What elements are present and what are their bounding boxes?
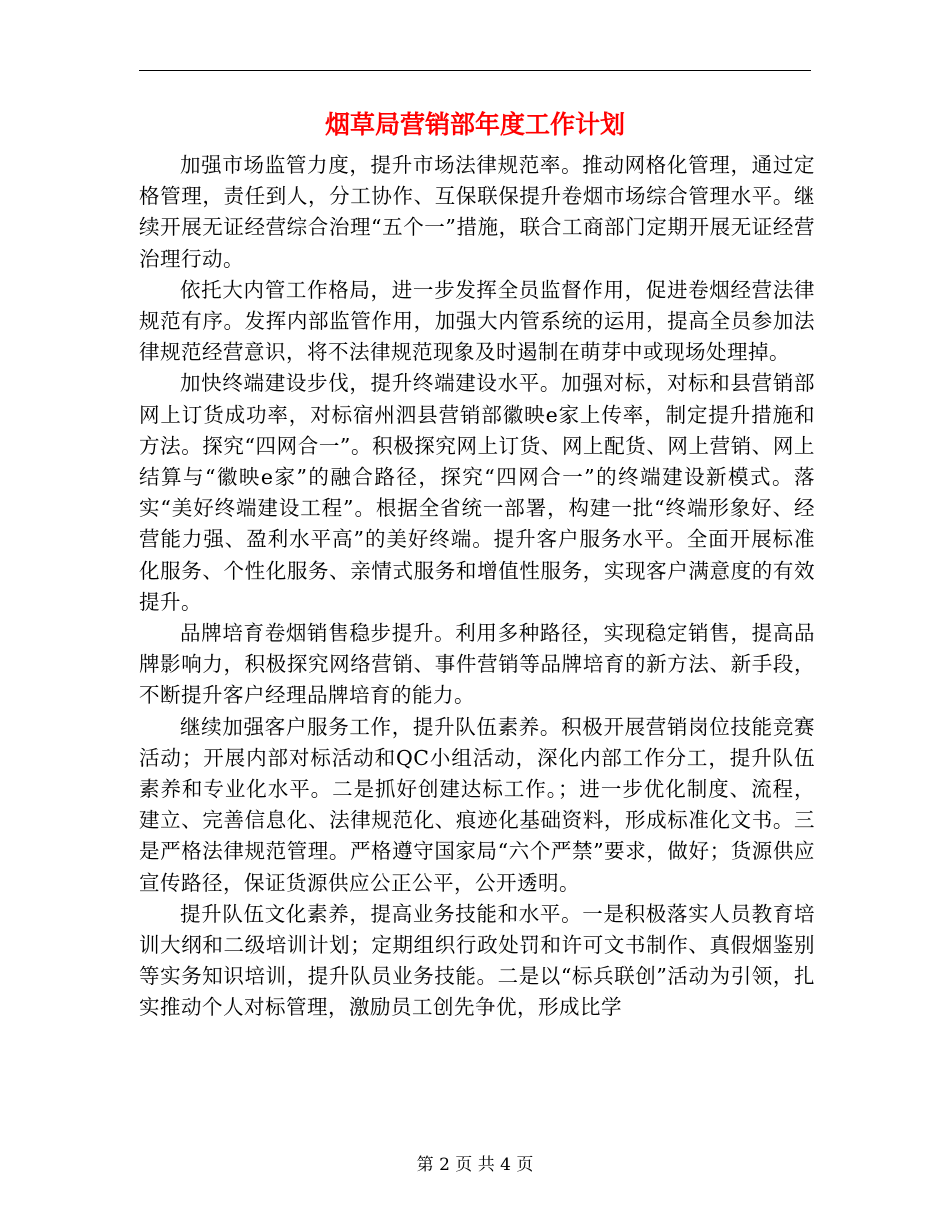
paragraph-internal-management: 依托大内管工作格局，进一步发挥全员监督作用，促进卷烟经营法律规范有序。发挥内部监管作用，加强大内管系统的运用，提高全员参加法律规范经营意识，将不法律规范现象及时遏制在萌芽中或现场处理掉。 <box>139 277 815 365</box>
document-body <box>139 150 815 1024</box>
page-label-prefix: 第 <box>416 1155 434 1175</box>
document-title: 烟草局营销部年度工作计划 <box>324 110 625 139</box>
page-footer <box>0 1153 950 1177</box>
page-label-suffix: 页 <box>516 1155 534 1175</box>
header-rule <box>139 70 811 71</box>
paragraph-terminal-construction: 加快终端建设步伐，提升终端建设水平。加强对标，对标和县营销部网上订货成功率，对标宿州泗县营销部徽映e家上传率，制定提升措施和方法。探究“四网合一”。积极探究网上订货、网上配货、网上营销、网上结算与“徽映e家”的融合路径，探究“四网合一”的终端建设新模式。落实“美好终端建设工程”。根据全省统一部署，构建一批“终端形象好、经营能力强、盈利水平高”的美好终端。提升客户服务水平。全面开展标准化服务、个性化服务、亲情式服务和增值性服务，实现客户满意度的有效提升。 <box>139 371 815 614</box>
current-page-number: 2 <box>439 1155 450 1175</box>
total-pages-number: 4 <box>500 1155 511 1175</box>
page-label-mid: 页 共 <box>455 1155 495 1175</box>
paragraph-market-supervision: 加强市场监管力度，提升市场法律规范率。推动网格化管理，通过定格管理，责任到人，分工协作、互保联保提升卷烟市场综合管理水平。继续开展无证经营综合治理“五个一”措施，联合工商部门定期开展无证经营治理行动。 <box>139 153 815 271</box>
paragraph-brand-cultivation: 品牌培育卷烟销售稳步提升。利用多种路径，实现稳定销售，提高品牌影响力，积极探究网络营销、事件营销等品牌培育的新方法、新手段，不断提升客户经理品牌培育的能力。 <box>139 621 815 708</box>
paragraph-team-culture: 提升队伍文化素养，提高业务技能和水平。一是积极落实人员教育培训大纲和二级培训计划；定期组织行政处罚和许可文书制作、真假烟鉴别等实务知识培训，提升队员业务技能。二是以“标兵联创”活动为引领，扎实推动个人对标管理，激励员工创先争优，形成比学 <box>139 901 815 1020</box>
paragraph-customer-service: 继续加强客户服务工作，提升队伍素养。积极开展营销岗位技能竞赛活动；开展内部对标活动和QC小组活动，深化内部工作分工，提升队伍素养和专业化水平。二是抓好创建达标工作。；进一步优化制度、流程，建立、完善信息化、法律规范化、痕迹化基础资料，形成标准化文书。三是严格法律规范管理。严格遵守国家局“六个严禁”要求，做好；货源供应宣传路径，保证货源供应公正公平，公开透明。 <box>139 714 815 895</box>
